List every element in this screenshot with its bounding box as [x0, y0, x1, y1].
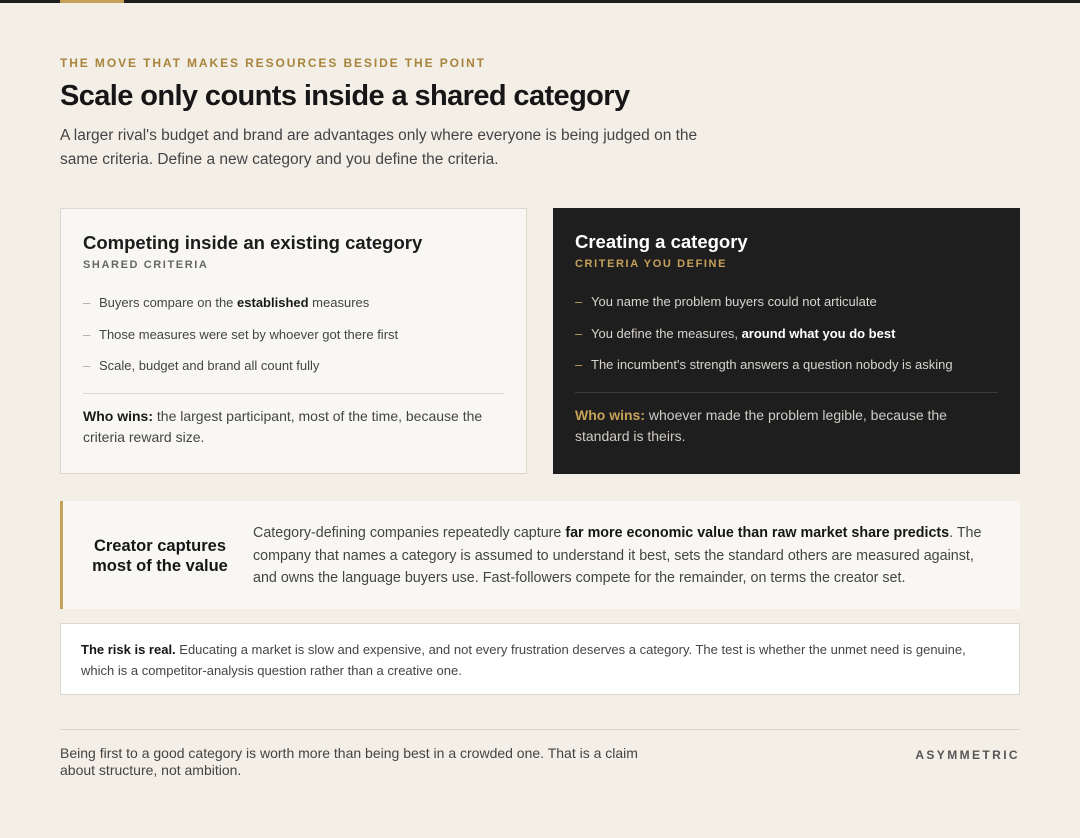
callout-text: . The company that names a category is assumed to understand it best, sets the standard others are measured against, and owns the language buyers use. Fast-followers compete for the remainder, on terms the creator set.: [253, 525, 982, 586]
existing-category-subheading: SHARED CRITERIA: [83, 259, 209, 271]
list-item-emphasis: established: [237, 295, 309, 310]
list-item: [575, 355, 998, 374]
divider: [83, 393, 504, 394]
brand-wordmark: ASYMMETRIC: [915, 748, 1020, 762]
callout-body: [253, 522, 998, 590]
eyebrow: THE MOVE THAT MAKES RESOURCES BESIDE THE POINT: [60, 56, 486, 70]
callout-emphasis: far more economic value than raw market share predicts: [565, 525, 950, 541]
dash-icon: –: [575, 357, 583, 372]
divider: [575, 392, 998, 393]
list-item-text: The incumbent's strength answers a question nobody is asking: [591, 357, 953, 372]
creating-category-winner: [575, 405, 998, 447]
winner-label: Who wins:: [575, 407, 645, 423]
existing-category-heading: Competing inside an existing category: [83, 232, 423, 253]
dash-icon: –: [83, 295, 91, 310]
creating-category-subheading: CRITERIA YOU DEFINE: [575, 258, 728, 270]
dash-icon: –: [83, 358, 91, 373]
dash-icon: –: [83, 326, 91, 342]
list-item-text: Buyers compare on the: [99, 295, 238, 310]
list-item-text: You name the problem buyers could not articulate: [591, 294, 877, 309]
risk-label: The risk is real.: [81, 642, 176, 657]
dash-icon: –: [575, 294, 583, 309]
value-callout: [60, 501, 1020, 609]
intro-paragraph: A larger rival's budget and brand are advantages only where everyone is being judged on the same criteria. Define a new category and you define the criteria.: [60, 127, 698, 168]
list-item: [575, 324, 998, 343]
top-bar: [0, 0, 1080, 3]
callout-label: Creator captures most of the value: [92, 537, 228, 575]
footer-divider: [60, 729, 1020, 730]
list-item: [83, 293, 504, 312]
creating-category-panel: [553, 208, 1020, 474]
winner-label: Who wins:: [83, 408, 153, 424]
list-item-text: Those measures were set by whoever got there first: [99, 326, 399, 342]
risk-note: [60, 623, 1020, 695]
risk-text: Educating a market is slow and expensive, and not every frustration deserves a category. The test is whether the unmet need is genuine, which is a competitor-analysis question rather than a creative one.: [81, 642, 966, 678]
existing-category-list: [83, 293, 504, 375]
callout-text: Category-defining companies repeatedly capture: [253, 525, 566, 541]
list-item-emphasis: around what you do best: [741, 325, 896, 341]
list-item-text: Scale, budget and brand all count fully: [99, 358, 320, 373]
list-item: [575, 292, 998, 311]
winner-text: the largest participant, most of the time, because the criteria reward size.: [83, 408, 483, 445]
creating-category-heading: Creating a category: [575, 231, 748, 252]
list-item-text: measures: [308, 295, 370, 310]
winner-text: whoever made the problem legible, because the standard is theirs.: [575, 407, 947, 444]
callout-accent-bar: [60, 501, 63, 609]
list-item-text: You define the measures,: [591, 325, 742, 341]
top-bar-accent: [60, 0, 124, 3]
footer-statement: Being first to a good category is worth more than being best in a crowded one. That is a claim about structure, not ambition.: [60, 745, 638, 778]
existing-category-winner: [83, 406, 504, 448]
list-item: [83, 325, 504, 344]
list-item: [83, 356, 504, 375]
page-title: Scale only counts inside a shared category: [60, 80, 630, 112]
existing-category-panel: [60, 208, 527, 474]
dash-icon: –: [575, 325, 583, 341]
creating-category-list: [575, 292, 998, 374]
